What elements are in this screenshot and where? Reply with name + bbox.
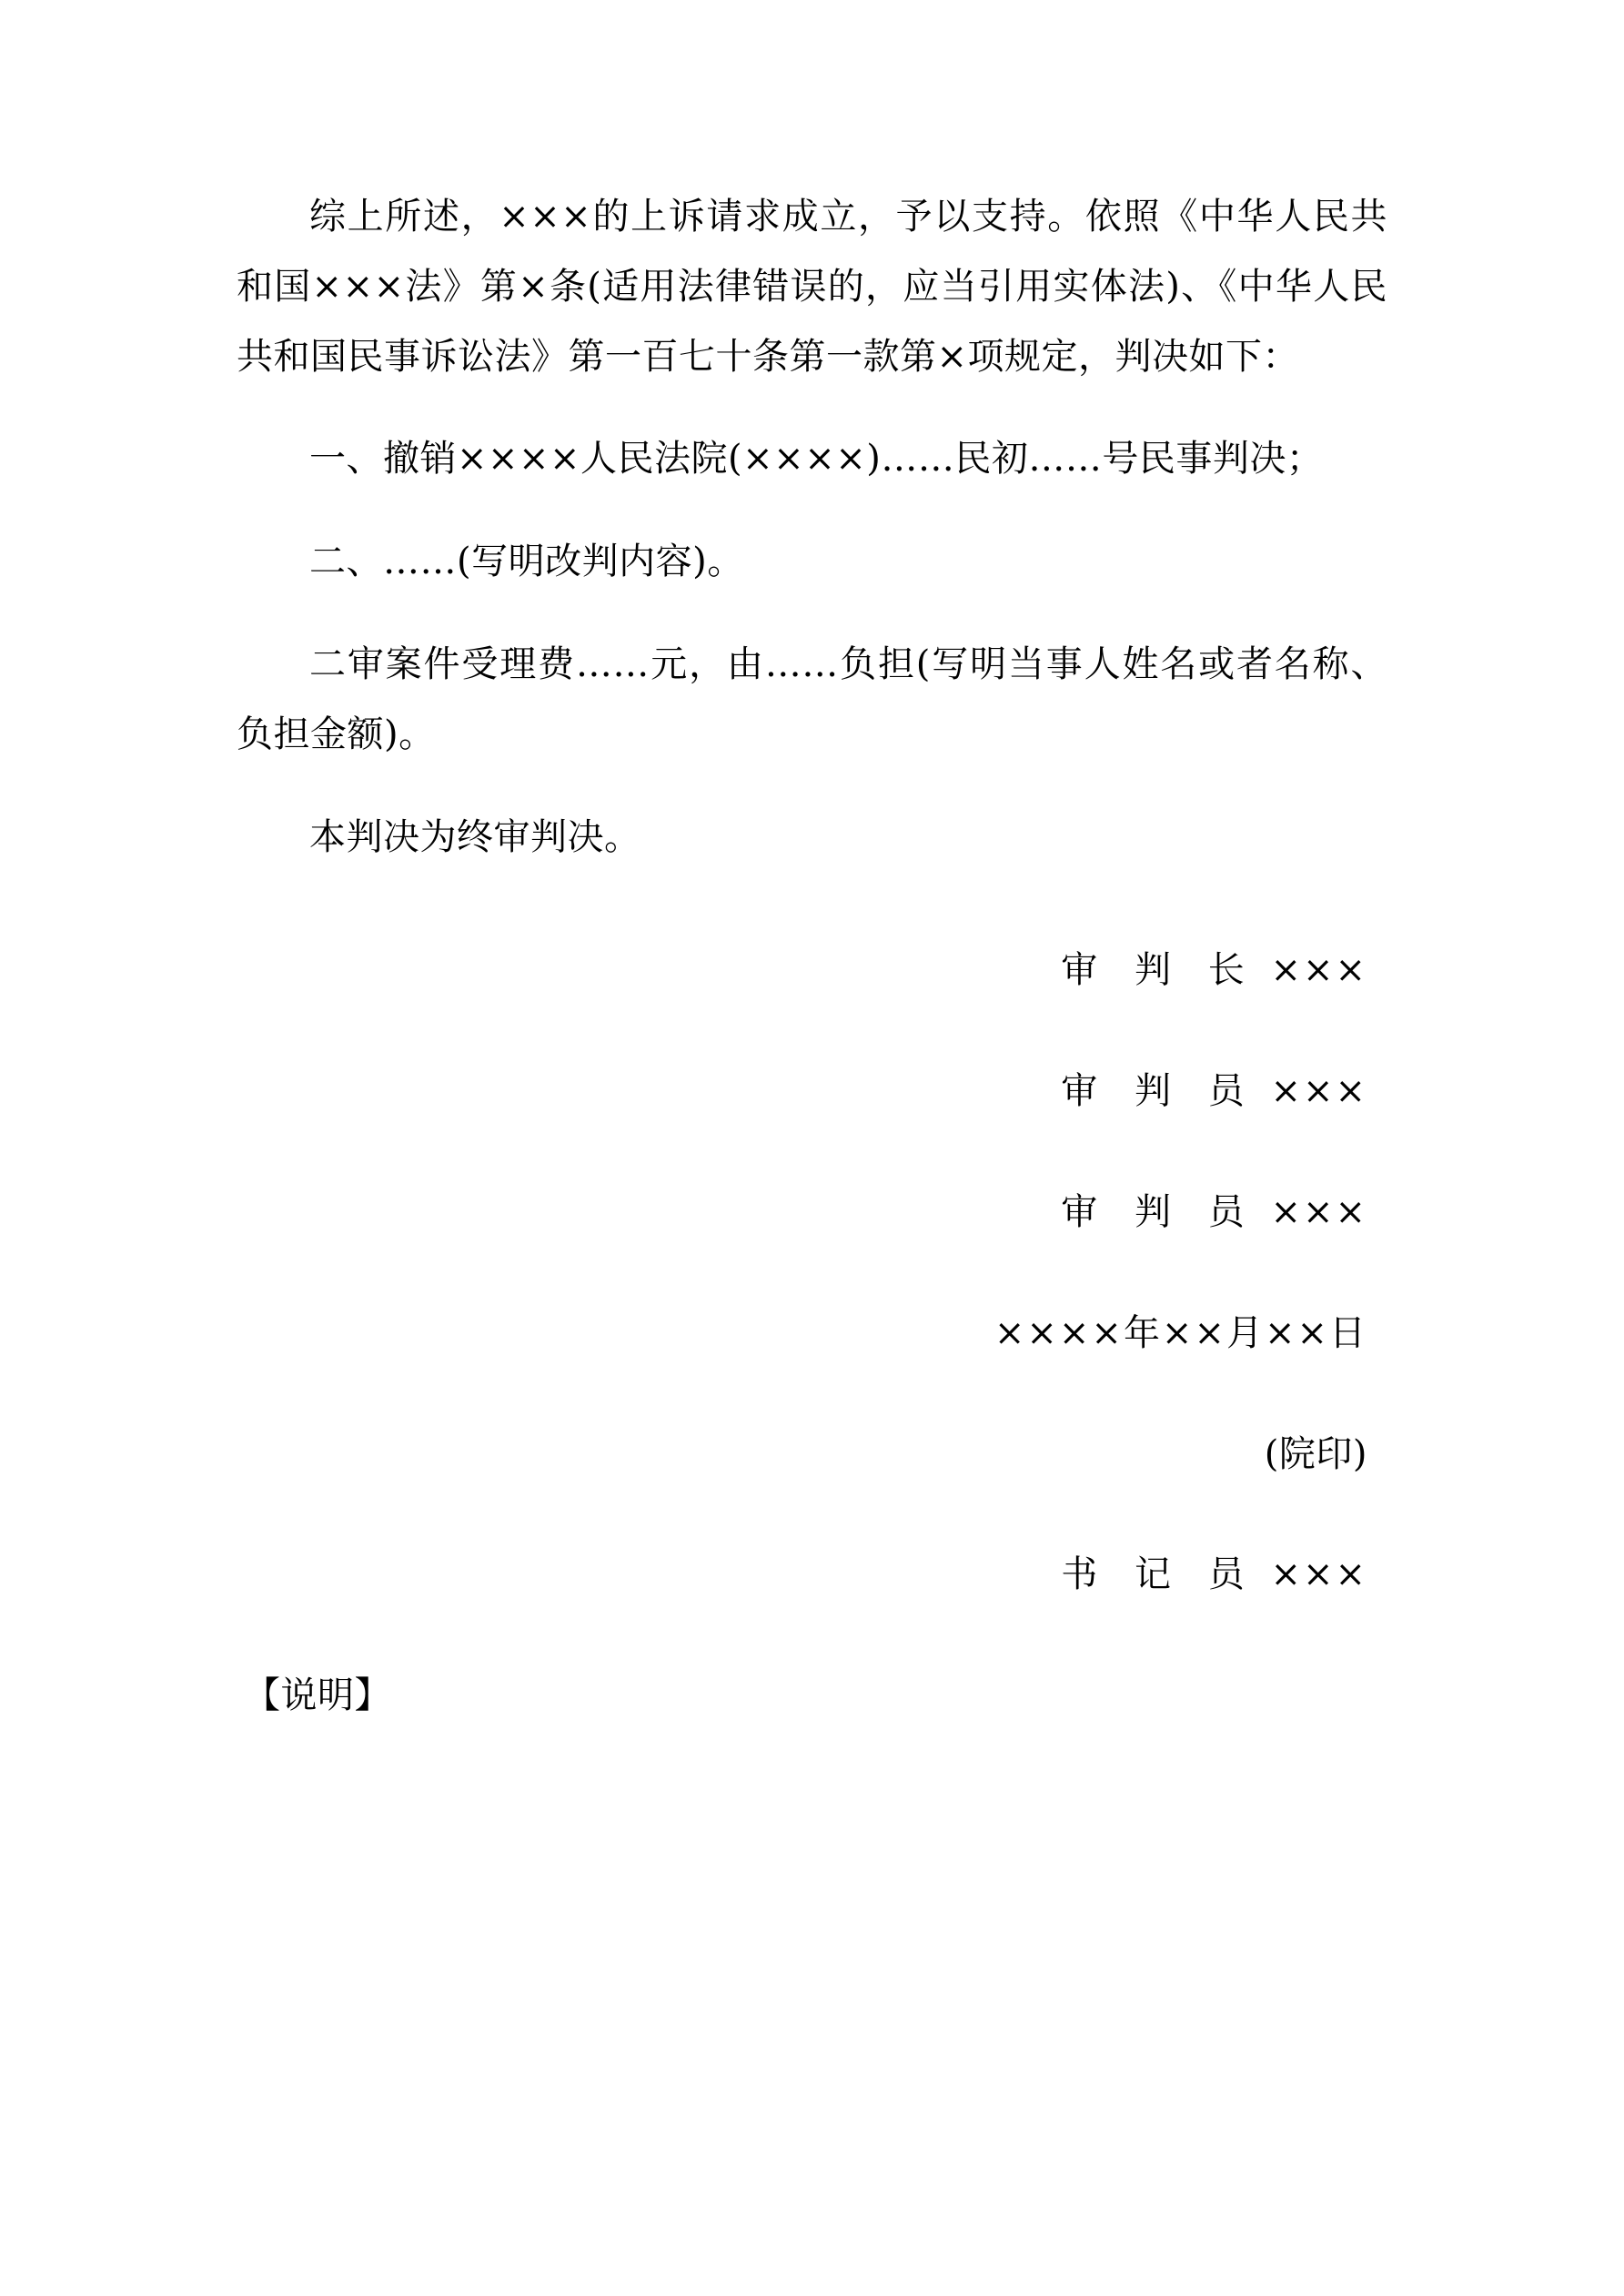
signature-block — [237, 936, 1387, 1610]
signature-name-value: ××× — [1270, 1070, 1367, 1113]
signature-presiding-judge — [237, 936, 1387, 1006]
paragraph-case-fee: 二审案件受理费……元，由……负担(写明当事人姓名或者名称、负担金额)。 — [237, 642, 1387, 755]
signature-judge-1 — [237, 1057, 1387, 1127]
signature-role-label: 审 判 员 — [1061, 1190, 1257, 1233]
paragraph-final-judgment: 本判决为终审判决。 — [309, 815, 641, 858]
judgment-date: ××××年××月××日 — [994, 1311, 1367, 1354]
signature-judge-2 — [237, 1178, 1387, 1248]
signature-role-label: 书 记 员 — [1061, 1553, 1257, 1596]
document-body — [237, 182, 1387, 1731]
signature-role-label: 审 判 员 — [1061, 1070, 1257, 1113]
paragraph-judgment-item-2: 二、……(写明改判内容)。 — [309, 541, 744, 583]
court-seal-label: (院印) — [1264, 1432, 1367, 1475]
signature-clerk — [237, 1540, 1387, 1610]
signature-name-value: ××× — [1270, 949, 1367, 992]
paragraph-judgment-item-1: 一、撤销××××人民法院(××××)……民初……号民事判决； — [309, 438, 1324, 480]
signature-name-value: ××× — [1270, 1553, 1367, 1596]
signature-role-label: 审 判 长 — [1061, 949, 1257, 992]
paragraph-conclusion: 综上所述，×××的上诉请求成立，予以支持。依照《中华人民共和国×××法》第×条(适用法律错误的，应当引用实体法)、《中华人民共和国民事诉讼法》第一百七十条第一款第×项规定，判决如下： — [237, 196, 1387, 378]
signature-name-value: ××× — [1270, 1190, 1367, 1233]
note-heading: 【说明】 — [244, 1674, 391, 1717]
